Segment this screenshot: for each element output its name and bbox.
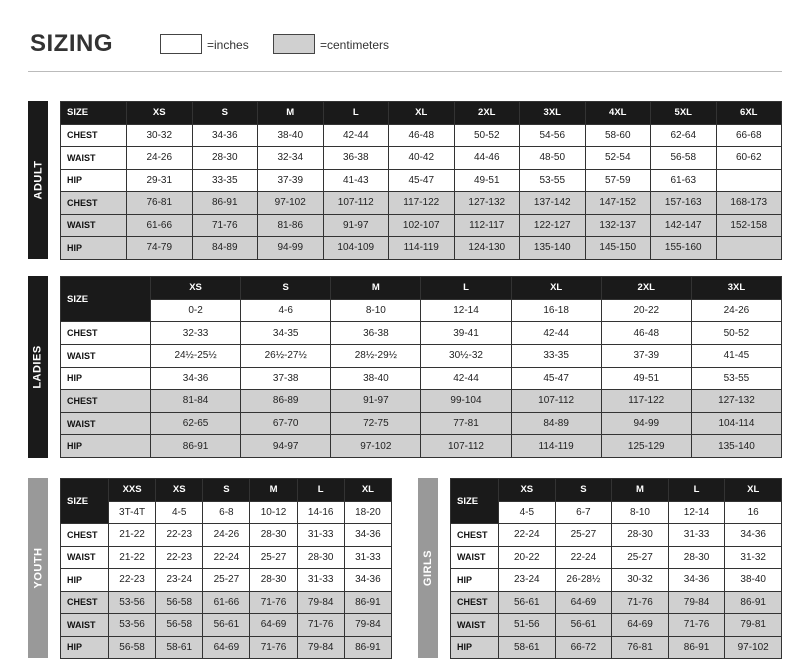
- adult-cell: 38-40: [258, 124, 324, 147]
- adult-cell: 84-89: [192, 237, 258, 260]
- girls-cell: 22-24: [555, 546, 612, 569]
- youth-cell: 56-58: [156, 614, 203, 637]
- ladies-cell: 94-97: [241, 435, 331, 458]
- ladies-row-label: WAIST: [61, 412, 151, 435]
- ladies-cell: 125-129: [601, 435, 691, 458]
- girls-cell: 31-32: [725, 546, 782, 569]
- adult-cell: 114-119: [389, 237, 455, 260]
- youth-row-label: CHEST: [61, 591, 109, 614]
- ladies-cell: 86-89: [241, 390, 331, 413]
- adult-row-label: CHEST: [61, 192, 127, 215]
- girls-size-xs: XS: [499, 479, 556, 502]
- adult-cell: 97-102: [258, 192, 324, 215]
- girls-numeric-size: 6-7: [555, 501, 612, 524]
- adult-cell: 54-56: [520, 124, 586, 147]
- girls-row-label: WAIST: [451, 546, 499, 569]
- adult-section: [28, 101, 782, 260]
- ladies-cell: 53-55: [691, 367, 781, 390]
- adult-cell: 42-44: [323, 124, 389, 147]
- ladies-row-chest-in: [61, 322, 782, 345]
- girls-label: GIRLS: [422, 549, 434, 587]
- girls-side-label: [418, 478, 438, 658]
- page-title: SIZING: [30, 30, 114, 57]
- ladies-cell: 50-52: [691, 322, 781, 345]
- adult-row-label: HIP: [61, 237, 127, 260]
- ladies-cell: 38-40: [331, 367, 421, 390]
- youth-cell: 56-58: [109, 636, 156, 659]
- adult-size-xs: XS: [127, 102, 193, 125]
- youth-cell: 21-22: [109, 524, 156, 547]
- youth-cell: 56-58: [156, 591, 203, 614]
- girls-cell: 30-32: [612, 569, 669, 592]
- girls-cell: 66-72: [555, 636, 612, 659]
- ladies-numeric-size: 20-22: [601, 299, 691, 322]
- ladies-cell: 91-97: [331, 390, 421, 413]
- youth-cell: 53-56: [109, 614, 156, 637]
- adult-cell: 137-142: [520, 192, 586, 215]
- ladies-cell: 37-39: [601, 344, 691, 367]
- youth-row-waist-cm: [61, 614, 392, 637]
- youth-row-label: HIP: [61, 569, 109, 592]
- ladies-numeric-size: 0-2: [151, 299, 241, 322]
- adult-cell: 76-81: [127, 192, 193, 215]
- youth-size-xxs: XXS: [109, 479, 156, 502]
- adult-cell: 91-97: [323, 214, 389, 237]
- youth-label: YOUTH: [32, 547, 44, 589]
- ladies-cell: 62-65: [151, 412, 241, 435]
- adult-cell: 61-66: [127, 214, 193, 237]
- youth-cell: 21-22: [109, 546, 156, 569]
- youth-row-waist-in: [61, 546, 392, 569]
- adult-cell: 66-68: [716, 124, 782, 147]
- ladies-size-xs: XS: [151, 277, 241, 300]
- ladies-cell: 37-38: [241, 367, 331, 390]
- adult-size-3xl: 3XL: [520, 102, 586, 125]
- adult-size-label: SIZE: [61, 102, 127, 125]
- legend-cm-swatch: [273, 34, 315, 54]
- ladies-cell: 97-102: [331, 435, 421, 458]
- ladies-numeric-size-row: [61, 299, 782, 322]
- ladies-numeric-size: 4-6: [241, 299, 331, 322]
- adult-cell: 74-79: [127, 237, 193, 260]
- youth-cell: 25-27: [250, 546, 297, 569]
- girls-size-label: SIZE: [451, 479, 499, 524]
- adult-row-label: HIP: [61, 169, 127, 192]
- girls-cell: 20-22: [499, 546, 556, 569]
- girls-section: [418, 478, 782, 659]
- girls-cell: 22-24: [499, 524, 556, 547]
- youth-cell: 56-61: [203, 614, 250, 637]
- girls-cell: 56-61: [499, 591, 556, 614]
- adult-cell: 122-127: [520, 214, 586, 237]
- ladies-side-label: [28, 276, 48, 458]
- ladies-row-label: CHEST: [61, 322, 151, 345]
- youth-row-label: CHEST: [61, 524, 109, 547]
- adult-cell: [716, 237, 782, 260]
- youth-cell: 28-30: [250, 569, 297, 592]
- girls-row-label: WAIST: [451, 614, 499, 637]
- adult-size-table: [60, 101, 782, 260]
- girls-cell: 34-36: [725, 524, 782, 547]
- girls-size-m: M: [612, 479, 669, 502]
- girls-numeric-size-row: [451, 501, 782, 524]
- youth-size-s: S: [203, 479, 250, 502]
- girls-size-l: L: [668, 479, 725, 502]
- ladies-section: [28, 276, 782, 458]
- youth-row-label: WAIST: [61, 546, 109, 569]
- girls-cell: 51-56: [499, 614, 556, 637]
- adult-size-m: M: [258, 102, 324, 125]
- ladies-header-row: [61, 277, 782, 300]
- girls-cell: 64-69: [555, 591, 612, 614]
- ladies-cell: 81-84: [151, 390, 241, 413]
- youth-cell: 71-76: [250, 636, 297, 659]
- youth-cell: 53-56: [109, 591, 156, 614]
- adult-cell: 28-30: [192, 147, 258, 170]
- adult-size-6xl: 6XL: [716, 102, 782, 125]
- youth-cell: 24-26: [203, 524, 250, 547]
- adult-cell: 46-48: [389, 124, 455, 147]
- adult-cell: 34-36: [192, 124, 258, 147]
- adult-size-4xl: 4XL: [585, 102, 651, 125]
- youth-numeric-size: 18-20: [344, 501, 391, 524]
- youth-header-row: [61, 479, 392, 502]
- adult-cell: 152-158: [716, 214, 782, 237]
- ladies-numeric-size: 24-26: [691, 299, 781, 322]
- adult-cell: 107-112: [323, 192, 389, 215]
- youth-numeric-size: 14-16: [297, 501, 344, 524]
- adult-cell: 61-63: [651, 169, 717, 192]
- youth-cell: 86-91: [344, 591, 391, 614]
- ladies-cell: 45-47: [511, 367, 601, 390]
- adult-cell: 57-59: [585, 169, 651, 192]
- adult-cell: 124-130: [454, 237, 520, 260]
- adult-row-waist-cm: [61, 214, 782, 237]
- girls-numeric-size: 12-14: [668, 501, 725, 524]
- ladies-row-waist-cm: [61, 412, 782, 435]
- girls-cell: 97-102: [725, 636, 782, 659]
- adult-cell: 86-91: [192, 192, 258, 215]
- youth-numeric-size: 6-8: [203, 501, 250, 524]
- adult-cell: 155-160: [651, 237, 717, 260]
- ladies-size-2xl: 2XL: [601, 277, 691, 300]
- youth-size-m: M: [250, 479, 297, 502]
- adult-cell: 60-62: [716, 147, 782, 170]
- adult-cell: 58-60: [585, 124, 651, 147]
- girls-row-waist-cm: [451, 614, 782, 637]
- youth-cell: 79-84: [297, 636, 344, 659]
- youth-cell: 86-91: [344, 636, 391, 659]
- girls-cell: 58-61: [499, 636, 556, 659]
- ladies-size-3xl: 3XL: [691, 277, 781, 300]
- ladies-numeric-size: 8-10: [331, 299, 421, 322]
- ladies-cell: 84-89: [511, 412, 601, 435]
- girls-cell: 71-76: [668, 614, 725, 637]
- adult-cell: 50-52: [454, 124, 520, 147]
- adult-cell: 48-50: [520, 147, 586, 170]
- adult-cell: 157-163: [651, 192, 717, 215]
- youth-size-table: [60, 478, 392, 659]
- adult-side-label: [28, 101, 48, 259]
- ladies-cell: 72-75: [331, 412, 421, 435]
- adult-cell: 112-117: [454, 214, 520, 237]
- ladies-row-hip-cm: [61, 435, 782, 458]
- youth-cell: 28-30: [250, 524, 297, 547]
- girls-cell: 28-30: [612, 524, 669, 547]
- adult-row-label: CHEST: [61, 124, 127, 147]
- legend-inches-swatch: [160, 34, 202, 54]
- youth-side-label: [28, 478, 48, 658]
- ladies-cell: 135-140: [691, 435, 781, 458]
- adult-cell: 147-152: [585, 192, 651, 215]
- adult-cell: 30-32: [127, 124, 193, 147]
- girls-cell: 71-76: [612, 591, 669, 614]
- adult-cell: 52-54: [585, 147, 651, 170]
- ladies-cell: 107-112: [511, 390, 601, 413]
- adult-row-label: WAIST: [61, 214, 127, 237]
- girls-row-label: CHEST: [451, 591, 499, 614]
- youth-section: [28, 478, 392, 659]
- ladies-size-xl: XL: [511, 277, 601, 300]
- adult-cell: 41-43: [323, 169, 389, 192]
- ladies-cell: 26½-27½: [241, 344, 331, 367]
- girls-cell: 28-30: [668, 546, 725, 569]
- adult-size-l: L: [323, 102, 389, 125]
- girls-cell: 86-91: [668, 636, 725, 659]
- adult-row-chest-cm: [61, 192, 782, 215]
- girls-size-xl: XL: [725, 479, 782, 502]
- youth-cell: 31-33: [297, 569, 344, 592]
- adult-cell: 132-137: [585, 214, 651, 237]
- legend-inches-label: =inches: [207, 38, 249, 52]
- girls-numeric-size: 8-10: [612, 501, 669, 524]
- adult-size-s: S: [192, 102, 258, 125]
- youth-cell: 79-84: [344, 614, 391, 637]
- adult-row-hip-cm: [61, 237, 782, 260]
- ladies-numeric-size: 16-18: [511, 299, 601, 322]
- girls-row-label: CHEST: [451, 524, 499, 547]
- girls-row-chest-cm: [451, 591, 782, 614]
- ladies-cell: 33-35: [511, 344, 601, 367]
- adult-cell: 81-86: [258, 214, 324, 237]
- ladies-size-s: S: [241, 277, 331, 300]
- adult-row-label: WAIST: [61, 147, 127, 170]
- girls-cell: 34-36: [668, 569, 725, 592]
- girls-cell: 56-61: [555, 614, 612, 637]
- youth-cell: 25-27: [203, 569, 250, 592]
- youth-cell: 58-61: [156, 636, 203, 659]
- youth-row-hip-in: [61, 569, 392, 592]
- youth-cell: 22-23: [156, 546, 203, 569]
- girls-row-hip-cm: [451, 636, 782, 659]
- adult-cell: 45-47: [389, 169, 455, 192]
- adult-row-waist-in: [61, 147, 782, 170]
- ladies-cell: 114-119: [511, 435, 601, 458]
- youth-cell: 28-30: [297, 546, 344, 569]
- adult-cell: 71-76: [192, 214, 258, 237]
- ladies-cell: 42-44: [511, 322, 601, 345]
- ladies-row-label: WAIST: [61, 344, 151, 367]
- ladies-cell: 127-132: [691, 390, 781, 413]
- adult-label: ADULT: [32, 160, 44, 200]
- girls-row-label: HIP: [451, 569, 499, 592]
- youth-size-l: L: [297, 479, 344, 502]
- girls-row-label: HIP: [451, 636, 499, 659]
- youth-cell: 22-23: [156, 524, 203, 547]
- adult-cell: 94-99: [258, 237, 324, 260]
- adult-cell: 32-34: [258, 147, 324, 170]
- girls-row-chest-in: [451, 524, 782, 547]
- ladies-size-table: [60, 276, 782, 458]
- ladies-cell: 67-70: [241, 412, 331, 435]
- ladies-cell: 107-112: [421, 435, 511, 458]
- youth-row-chest-in: [61, 524, 392, 547]
- girls-cell: 25-27: [555, 524, 612, 547]
- youth-cell: 79-84: [297, 591, 344, 614]
- adult-row-hip-in: [61, 169, 782, 192]
- adult-cell: 127-132: [454, 192, 520, 215]
- ladies-row-label: HIP: [61, 367, 151, 390]
- girls-header-row: [451, 479, 782, 502]
- ladies-cell: 117-122: [601, 390, 691, 413]
- youth-cell: 34-36: [344, 524, 391, 547]
- ladies-cell: 42-44: [421, 367, 511, 390]
- ladies-cell: 41-45: [691, 344, 781, 367]
- adult-cell: 53-55: [520, 169, 586, 192]
- adult-size-xl: XL: [389, 102, 455, 125]
- ladies-size-label: SIZE: [61, 277, 151, 322]
- youth-cell: 64-69: [250, 614, 297, 637]
- youth-numeric-size-row: [61, 501, 392, 524]
- girls-cell: 76-81: [612, 636, 669, 659]
- ladies-numeric-size: 12-14: [421, 299, 511, 322]
- adult-header-row: [61, 102, 782, 125]
- adult-cell: [716, 169, 782, 192]
- girls-cell: 26-28½: [555, 569, 612, 592]
- girls-cell: 31-33: [668, 524, 725, 547]
- adult-cell: 36-38: [323, 147, 389, 170]
- adult-cell: 56-58: [651, 147, 717, 170]
- youth-row-chest-cm: [61, 591, 392, 614]
- youth-cell: 61-66: [203, 591, 250, 614]
- youth-cell: 71-76: [297, 614, 344, 637]
- youth-numeric-size: 10-12: [250, 501, 297, 524]
- adult-cell: 49-51: [454, 169, 520, 192]
- youth-row-hip-cm: [61, 636, 392, 659]
- ladies-row-label: HIP: [61, 435, 151, 458]
- adult-cell: 168-173: [716, 192, 782, 215]
- girls-cell: 38-40: [725, 569, 782, 592]
- ladies-cell: 49-51: [601, 367, 691, 390]
- ladies-cell: 99-104: [421, 390, 511, 413]
- girls-numeric-size: 16: [725, 501, 782, 524]
- girls-row-waist-in: [451, 546, 782, 569]
- ladies-row-hip-in: [61, 367, 782, 390]
- youth-numeric-size: 4-5: [156, 501, 203, 524]
- adult-cell: 44-46: [454, 147, 520, 170]
- adult-cell: 104-109: [323, 237, 389, 260]
- adult-size-5xl: 5XL: [651, 102, 717, 125]
- ladies-cell: 46-48: [601, 322, 691, 345]
- adult-cell: 142-147: [651, 214, 717, 237]
- adult-cell: 33-35: [192, 169, 258, 192]
- adult-cell: 102-107: [389, 214, 455, 237]
- adult-cell: 135-140: [520, 237, 586, 260]
- girls-cell: 79-84: [668, 591, 725, 614]
- ladies-cell: 39-41: [421, 322, 511, 345]
- adult-row-chest-in: [61, 124, 782, 147]
- ladies-size-m: M: [331, 277, 421, 300]
- youth-cell: 22-23: [109, 569, 156, 592]
- youth-size-xs: XS: [156, 479, 203, 502]
- adult-cell: 145-150: [585, 237, 651, 260]
- youth-cell: 31-33: [297, 524, 344, 547]
- youth-row-label: WAIST: [61, 614, 109, 637]
- youth-cell: 23-24: [156, 569, 203, 592]
- ladies-cell: 24½-25½: [151, 344, 241, 367]
- ladies-cell: 104-114: [691, 412, 781, 435]
- youth-cell: 22-24: [203, 546, 250, 569]
- ladies-cell: 28½-29½: [331, 344, 421, 367]
- youth-cell: 64-69: [203, 636, 250, 659]
- ladies-label: LADIES: [32, 345, 44, 389]
- girls-cell: 64-69: [612, 614, 669, 637]
- adult-cell: 29-31: [127, 169, 193, 192]
- girls-cell: 23-24: [499, 569, 556, 592]
- ladies-cell: 36-38: [331, 322, 421, 345]
- ladies-cell: 77-81: [421, 412, 511, 435]
- adult-cell: 117-122: [389, 192, 455, 215]
- youth-size-label: SIZE: [61, 479, 109, 524]
- header-divider: [28, 71, 782, 72]
- legend-cm-label: =centimeters: [320, 38, 390, 52]
- youth-numeric-size: 3T-4T: [109, 501, 156, 524]
- ladies-cell: 30½-32: [421, 344, 511, 367]
- adult-cell: 62-64: [651, 124, 717, 147]
- ladies-cell: 86-91: [151, 435, 241, 458]
- adult-cell: 40-42: [389, 147, 455, 170]
- ladies-cell: 34-35: [241, 322, 331, 345]
- youth-cell: 71-76: [250, 591, 297, 614]
- adult-size-2xl: 2XL: [454, 102, 520, 125]
- youth-size-xl: XL: [344, 479, 391, 502]
- adult-cell: 24-26: [127, 147, 193, 170]
- girls-size-table: [450, 478, 782, 659]
- ladies-row-chest-cm: [61, 390, 782, 413]
- ladies-cell: 34-36: [151, 367, 241, 390]
- ladies-cell: 94-99: [601, 412, 691, 435]
- youth-cell: 34-36: [344, 569, 391, 592]
- youth-row-label: HIP: [61, 636, 109, 659]
- girls-size-s: S: [555, 479, 612, 502]
- adult-cell: 37-39: [258, 169, 324, 192]
- youth-cell: 31-33: [344, 546, 391, 569]
- ladies-row-waist-in: [61, 344, 782, 367]
- ladies-row-label: CHEST: [61, 390, 151, 413]
- girls-numeric-size: 4-5: [499, 501, 556, 524]
- girls-cell: 79-81: [725, 614, 782, 637]
- girls-row-hip-in: [451, 569, 782, 592]
- ladies-cell: 32-33: [151, 322, 241, 345]
- girls-cell: 86-91: [725, 591, 782, 614]
- girls-cell: 25-27: [612, 546, 669, 569]
- ladies-size-l: L: [421, 277, 511, 300]
